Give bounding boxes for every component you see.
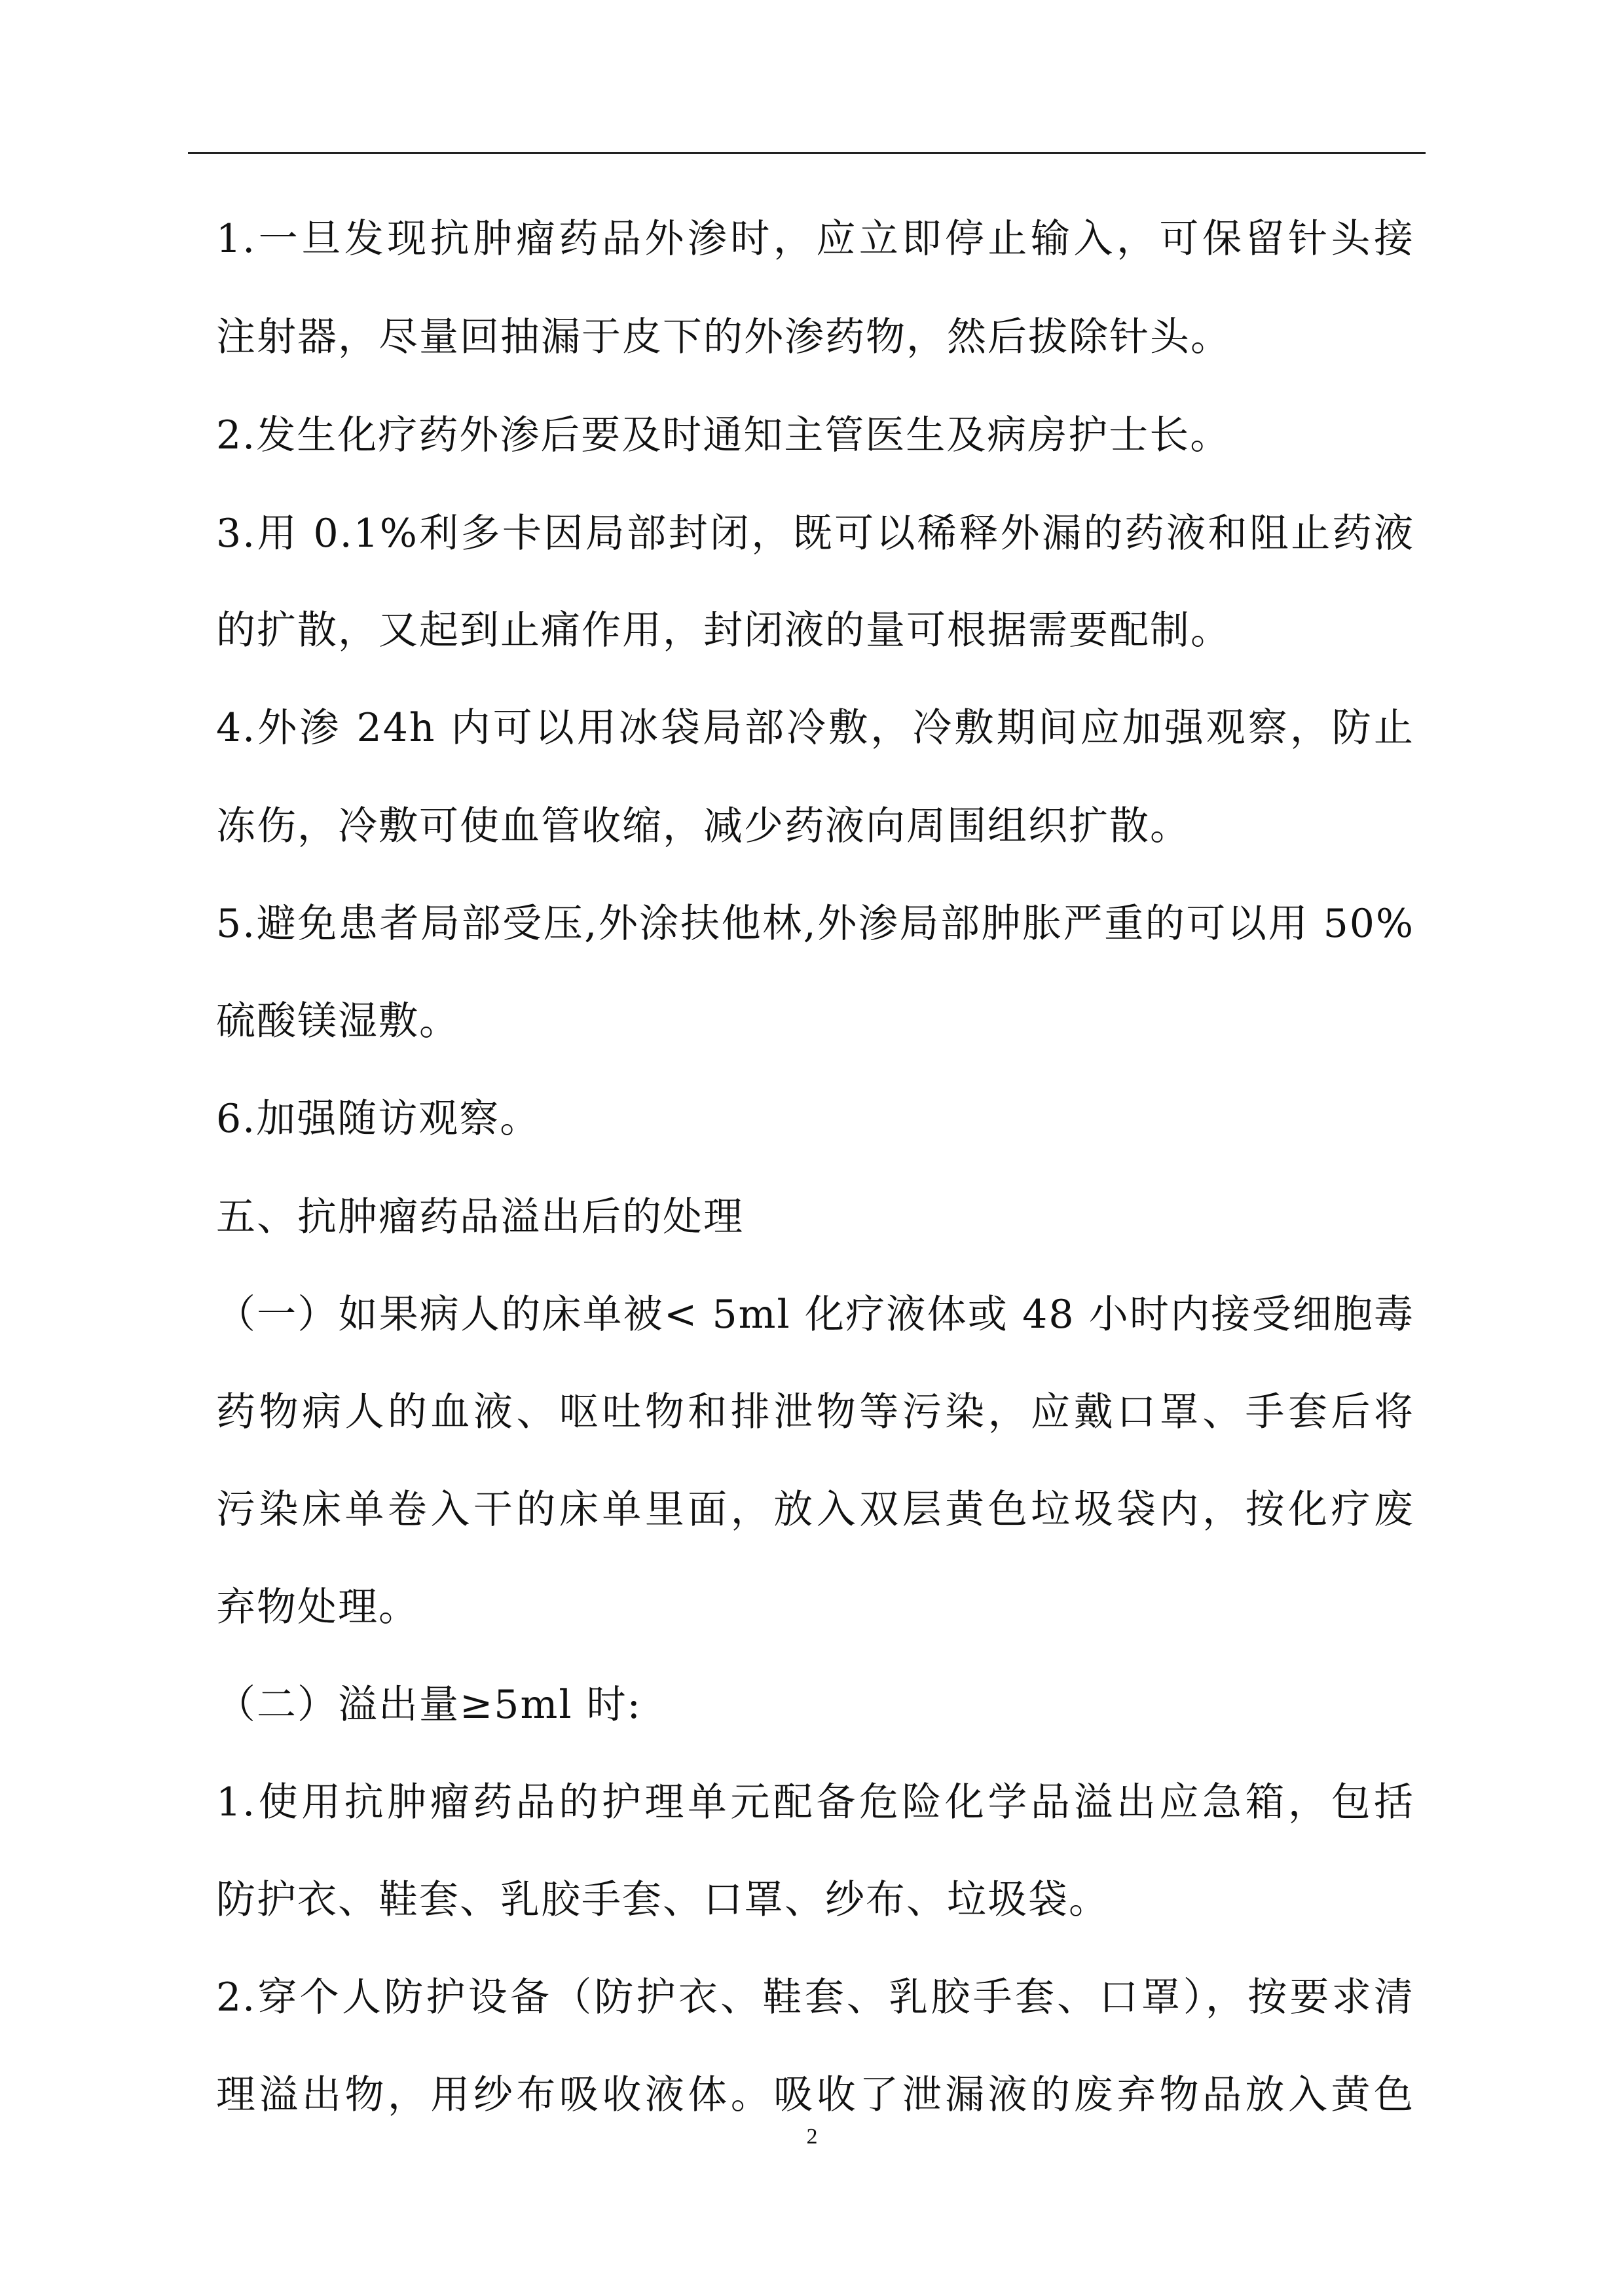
header-rule [188,152,1426,154]
text-line-15: 弃物处理。 [216,1584,419,1630]
text-line-6: 4.外渗 24h 内可以用冰袋局部冷敷，冷敷期间应加强观察，防止 [216,705,1414,751]
text-line-13: 药物病人的血液、呕吐物和排泄物等污染，应戴口罩、手套后将 [216,1389,1414,1435]
text-line-4: 3.用 0.1%利多卡因局部封闭，既可以稀释外漏的药液和阻止药液 [216,511,1414,556]
text-line-17: 1.使用抗肿瘤药品的护理单元配备危险化学品溢出应急箱，包括 [216,1779,1414,1825]
page-number: 2 [806,2124,818,2149]
text-line-1: 1.一旦发现抗肿瘤药品外渗时，应立即停止输入，可保留针头接 [216,216,1414,262]
text-line-8: 5.避免患者局部受压,外涂扶他林,外渗局部肿胀严重的可以用 50% [216,901,1414,947]
text-line-5: 的扩散，又起到止痛作用，封闭液的量可根据需要配制。 [216,608,1231,653]
text-line-19: 2.穿个人防护设备（防护衣、鞋套、乳胶手套、口罩），按要求清 [216,1975,1414,2020]
text-line-3: 2.发生化疗药外渗后要及时通知主管医生及病房护士长。 [216,412,1231,458]
text-line-9: 硫酸镁湿敷。 [216,998,460,1044]
text-line-18: 防护衣、鞋套、乳胶手套、口罩、纱布、垃圾袋。 [216,1877,1109,1923]
section-heading: 五、抗肿瘤药品溢出后的处理 [216,1194,744,1240]
text-line-7: 冻伤，冷敷可使血管收缩，减少药液向周围组织扩散。 [216,803,1190,849]
text-line-10: 6.加强随访观察。 [216,1096,541,1142]
text-line-2: 注射器，尽量回抽漏于皮下的外渗药物，然后拔除针头。 [216,314,1231,360]
text-line-14: 污染床单卷入干的床单里面，放入双层黄色垃圾袋内，按化疗废 [216,1487,1414,1533]
subsection-heading: （二）溢出量≥5ml 时: [216,1682,642,1728]
text-line-12: （一）如果病人的床单被< 5ml 化疗液体或 48 小时内接受细胞毒 [216,1292,1414,1338]
text-line-20: 理溢出物，用纱布吸收液体。吸收了泄漏液的废弃物品放入黄色 [216,2072,1414,2118]
